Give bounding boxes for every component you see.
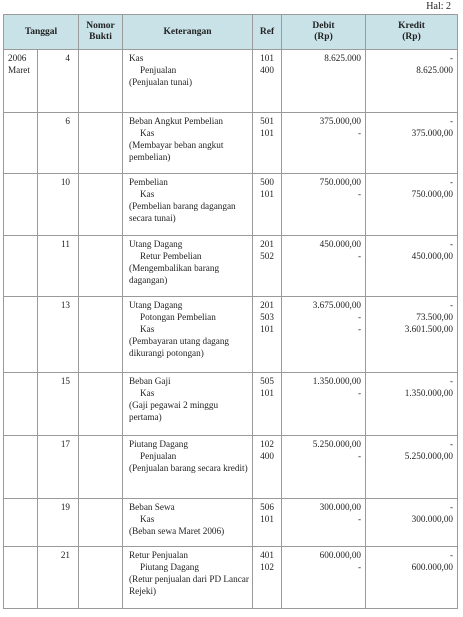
debit-amount [282, 64, 361, 76]
kredit-cell [366, 174, 458, 236]
debit-cell [282, 547, 366, 609]
keterangan-cell [123, 174, 253, 236]
kredit-amount: - [449, 376, 454, 386]
ref-number: 201 [260, 239, 274, 249]
kredit-amount: 1.350.000,00 [404, 388, 454, 398]
header-kredit-line: Kredit [398, 21, 425, 31]
ref-number: 101 [260, 128, 274, 138]
table-header-row [4, 15, 458, 50]
keterangan-cell [123, 373, 253, 436]
ref-number: 102 [260, 562, 274, 572]
debit-cell [282, 50, 366, 113]
kredit-cell [366, 113, 458, 174]
ref-number: 101 [260, 53, 274, 63]
header-debit-unit: (Rp) [314, 32, 333, 42]
account-name: Kas [140, 324, 155, 334]
account-name: Kas [129, 53, 144, 63]
header-tanggal: Tanggal [4, 15, 79, 50]
ref-number: 400 [260, 65, 274, 75]
kredit-amount: 73.500,00 [416, 312, 454, 322]
debit-amount: 750.000,00 [319, 177, 362, 187]
entry-description: (Pembayaran utang dagang dikurangi potongan) [129, 336, 230, 358]
day-label: 10 [60, 177, 71, 187]
day-cell [38, 547, 79, 609]
keterangan-cell [123, 236, 253, 297]
nomor-bukti-cell [79, 373, 123, 436]
kredit-cell [366, 436, 458, 499]
header-debit-line: Debit [312, 21, 335, 31]
nomor-bukti-cell [79, 50, 123, 113]
ref-number: 201 [260, 300, 274, 310]
nomor-bukti-cell [79, 113, 123, 174]
journal-entry-row [4, 547, 458, 609]
month-label: Maret [8, 65, 30, 75]
debit-amount: 8.625.000 [324, 53, 362, 63]
journal-entry-row [4, 499, 458, 547]
day-label: 21 [60, 550, 71, 560]
day-cell [38, 373, 79, 436]
kredit-amount: 450.000,00 [411, 251, 454, 261]
keterangan-cell [123, 499, 253, 547]
ref-number: 501 [260, 116, 274, 126]
kredit-amount: 375.000,00 [411, 128, 454, 138]
kredit-amount: 8.625.000 [416, 65, 454, 75]
day-cell [38, 436, 79, 499]
account-name: Utang Dagang [129, 300, 183, 310]
account-name: Kas [140, 128, 155, 138]
debit-cell [282, 236, 366, 297]
ref-cell [253, 499, 282, 547]
day-cell [38, 113, 79, 174]
account-name: Kas [140, 189, 155, 199]
kredit-cell [366, 373, 458, 436]
header-bukti-line: Bukti [89, 32, 112, 42]
kredit-amount: - [449, 439, 454, 449]
kredit-amount: - [449, 502, 454, 512]
header-debit [282, 15, 366, 50]
debit-amount: 600.000,00 [319, 550, 362, 560]
ref-number: 102 [260, 439, 274, 449]
kredit-amount: 600.000,00 [411, 562, 454, 572]
kredit-cell [366, 297, 458, 373]
day-cell [38, 297, 79, 373]
kredit-amount: 5.250.000,00 [404, 451, 454, 461]
year-label: 2006 [8, 53, 27, 63]
entry-description: (Beban sewa Maret 2006) [129, 526, 225, 536]
ref-number: 505 [260, 376, 274, 386]
nomor-bukti-cell [79, 547, 123, 609]
account-name: Retur Penjualan [129, 550, 188, 560]
ref-number: 400 [260, 451, 274, 461]
entry-description: (Pembelian barang dagangan secara tunai) [129, 201, 236, 223]
keterangan-cell [123, 297, 253, 373]
ref-number: 506 [260, 502, 274, 512]
day-label: 17 [60, 439, 71, 449]
day-cell [38, 174, 79, 236]
ref-number: 503 [260, 312, 274, 322]
day-label: 15 [60, 376, 71, 386]
kredit-amount: - [449, 53, 454, 63]
debit-amount: - [357, 562, 362, 572]
header-kredit-unit: (Rp) [402, 32, 421, 42]
debit-amount: - [357, 189, 362, 199]
ref-cell [253, 174, 282, 236]
account-name: Retur Pembelian [140, 251, 202, 261]
ref-number: 101 [260, 388, 274, 398]
header-nomor-bukti [79, 15, 123, 50]
account-name: Utang Dagang [129, 239, 183, 249]
account-name: Beban Sewa [129, 502, 175, 512]
day-label: 11 [61, 239, 71, 249]
account-name: Piutang Dagang [129, 439, 188, 449]
day-label: 6 [65, 116, 71, 126]
day-label: 4 [65, 53, 71, 63]
debit-amount: - [357, 451, 362, 461]
debit-cell [282, 373, 366, 436]
day-cell [38, 499, 79, 547]
year-cell [4, 113, 38, 174]
kredit-cell [366, 50, 458, 113]
debit-amount: - [357, 251, 362, 261]
journal-entry-row [4, 174, 458, 236]
day-cell [38, 50, 79, 113]
day-label: 19 [60, 502, 71, 512]
nomor-bukti-cell [79, 236, 123, 297]
debit-amount: 375.000,00 [319, 116, 362, 126]
debit-cell [282, 113, 366, 174]
debit-amount: - [357, 128, 362, 138]
debit-cell [282, 297, 366, 373]
account-name: Penjualan [140, 451, 177, 461]
header-nomor-line: Nomor [86, 21, 115, 31]
debit-amount: - [357, 324, 362, 334]
kredit-amount: - [449, 300, 454, 310]
debit-amount: 450.000,00 [319, 239, 362, 249]
debit-amount: 5.250.000,00 [312, 439, 362, 449]
ref-number: 101 [260, 324, 274, 334]
debit-amount: 1.350.000,00 [312, 376, 362, 386]
kredit-cell [366, 499, 458, 547]
ref-cell [253, 50, 282, 113]
debit-amount: 300.000,00 [319, 502, 362, 512]
journal-entry-row [4, 373, 458, 436]
ref-cell [253, 297, 282, 373]
account-name: Piutang Dagang [140, 562, 199, 572]
kredit-amount: 3.601.500,00 [404, 324, 454, 334]
page-number: Hal: 2 [426, 1, 451, 12]
year-cell [4, 174, 38, 236]
day-cell [38, 236, 79, 297]
entry-description: (Retur penjualan dari PD Lancar Rejeki) [129, 574, 249, 596]
year-cell [4, 50, 38, 113]
entry-description: (Membayar beban angkut pembelian) [129, 140, 224, 162]
debit-cell [282, 174, 366, 236]
keterangan-cell [123, 113, 253, 174]
kredit-amount: - [449, 116, 454, 126]
nomor-bukti-cell [79, 174, 123, 236]
debit-amount: 3.675.000,00 [312, 300, 362, 310]
kredit-cell [366, 236, 458, 297]
header-kredit [366, 15, 458, 50]
account-name: Beban Angkut Pembelian [129, 116, 223, 126]
account-name: Beban Gaji [129, 376, 171, 386]
entry-description: (Mengembalikan barang dagangan) [129, 263, 220, 285]
year-cell [4, 547, 38, 609]
account-name: Penjualan [140, 65, 177, 75]
kredit-amount: - [449, 177, 454, 187]
debit-amount: - [357, 514, 362, 524]
keterangan-cell [123, 436, 253, 499]
journal-entry-row [4, 436, 458, 499]
journal-entry-row [4, 113, 458, 174]
general-journal-table [3, 14, 458, 609]
year-cell [4, 236, 38, 297]
ref-cell [253, 373, 282, 436]
account-name: Kas [140, 388, 155, 398]
debit-amount: - [357, 312, 362, 322]
kredit-amount: 300.000,00 [411, 514, 454, 524]
account-name: Kas [140, 514, 155, 524]
ref-number: 401 [260, 550, 274, 560]
entry-description: (Penjualan barang secara kredit) [129, 463, 248, 473]
header-keterangan: Keterangan [123, 15, 253, 50]
debit-cell [282, 436, 366, 499]
ref-cell [253, 436, 282, 499]
entry-description: (Gaji pegawai 2 minggu pertama) [129, 400, 219, 422]
day-label: 13 [60, 300, 71, 310]
nomor-bukti-cell [79, 297, 123, 373]
keterangan-cell [123, 547, 253, 609]
account-name: Pembelian [129, 177, 168, 187]
journal-entry-row [4, 236, 458, 297]
ref-cell [253, 113, 282, 174]
kredit-amount: - [449, 550, 454, 560]
ref-cell [253, 547, 282, 609]
debit-cell [282, 499, 366, 547]
header-ref: Ref [253, 15, 282, 50]
year-cell [4, 297, 38, 373]
kredit-amount: 750.000,00 [411, 189, 454, 199]
nomor-bukti-cell [79, 499, 123, 547]
year-cell [4, 373, 38, 436]
ref-number: 101 [260, 189, 274, 199]
kredit-cell [366, 547, 458, 609]
ref-cell [253, 236, 282, 297]
account-name: Potongan Pembelian [140, 312, 216, 322]
year-cell [4, 436, 38, 499]
ref-number: 502 [260, 251, 274, 261]
year-cell [4, 499, 38, 547]
debit-amount: - [357, 388, 362, 398]
keterangan-cell [123, 50, 253, 113]
nomor-bukti-cell [79, 436, 123, 499]
journal-entry-row [4, 297, 458, 373]
kredit-amount: - [449, 239, 454, 249]
entry-description: (Penjualan tunai) [129, 77, 193, 87]
ref-number: 101 [260, 514, 274, 524]
journal-entry-row [4, 50, 458, 113]
ref-number: 500 [260, 177, 274, 187]
